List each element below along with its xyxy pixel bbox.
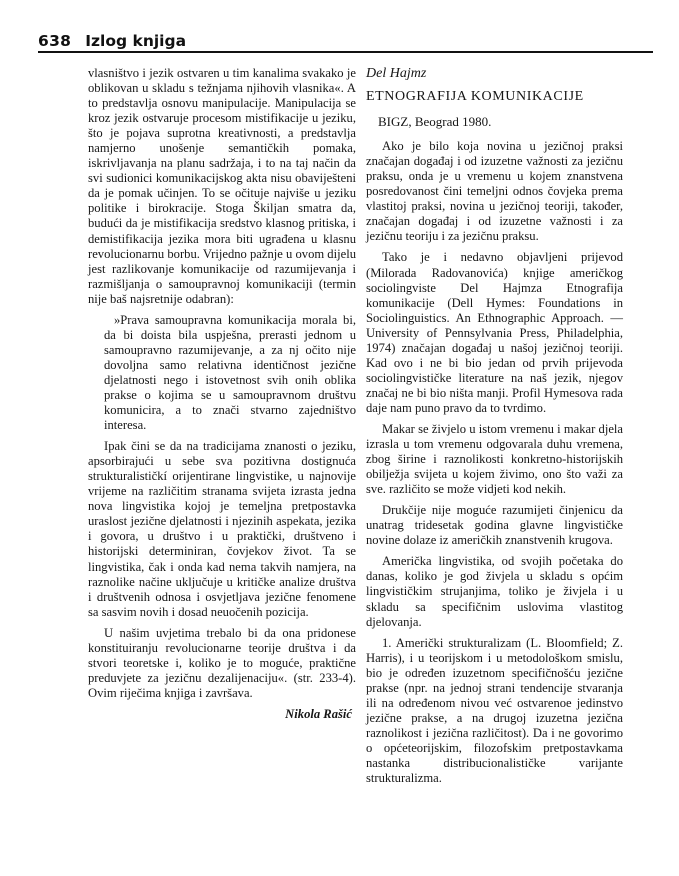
page-header [38, 24, 651, 50]
review-signature: Nikola Rašić [285, 706, 352, 721]
header-rule [38, 51, 653, 53]
left-paragraph: U našim uvjetima trebalo bi da ona pridonese konstituiranju revolucionarne teorije društva i da stvori teoretske i, koliko je to moguće, praktične preduvjete za jezičnu dezalijenaciju«. (str. 233-4). Ovim riječima knjiga i završava. [88, 625, 356, 700]
block-quote: »Prava samoupravna komunikacija morala bi, da bi doista bila uspješna, prerasti jednom u samoupravno razumijevanje, a za nj očito nije dovoljna samo relativna identičnost jezične djelatnosti nego i istovetnost svih onih oblika prakse o kojima se u samoupravnom društvu komunicira, a to znači stvarno zajedništvo interesa. [104, 312, 356, 433]
left-paragraph: vlasništvo i jezik ostvaren u tim kanalima svakako je oblikovan u skladu s težnjama njihovih vlasnika«. A to predstavlja osnovu manipulacije. Manipulacija se kroz jezik ostvaruje procesom mistifikacije u jeziku, što je pojava suprotna kreativnosti, a predstavlja namjerno unošenje semantičkih pomaka, iskrivljavanja na planu sadržaja, i to na taj način da svi sudionici komunikacijskog akta nisu obaviješteni da je pomak učinjen. To se očituje najviše u jeziku politike i birokracije. Stoga Škiljan smatra da, budući da je mistifikacija sredstvo klasnog pritiska, i demistifikacija jezika mora biti ugrađena u klasnu revolucionarnu borbu. Vrijedno pažnje u ovom dijelu jest razlikovanje komunikacije od razumijevanja i razmišljanja o samoupravnoj komunikaciji (termin nije baš najsretnije odabran): [88, 66, 356, 306]
page-number: 638 [38, 32, 72, 50]
right-paragraph: 1. Američki strukturalizam (L. Bloomfield; Z. Harris), i u teorijskom i u metodološkom smislu, bio je određen izuzetnom specifičnošću jezične prakse (npr. na jednoj strani tendencije stvaranja ili na određenom nivou već ostvarenoe jedinstvo jezične prakse, a na drugoj izuzetna jezična raznolikost i jezična različitost). Da i ne govorimo o općeteorijskim, filozofskim pretpostavkama nastanka distribucionalističke varijante strukturalizma. [366, 635, 623, 786]
right-column [366, 66, 623, 792]
book-title: ETNOGRAFIJA KOMUNIKACIJE [366, 89, 584, 105]
left-column [88, 66, 356, 722]
right-paragraph: Tako je i nedavno objavljeni prijevod (Milorada Radovanovića) knjige američkog sociolingviste Del Hajmza Etnografija komunikacije (Dell Hymes: Foundations in Sociolinguistics. An Ethnographic Approach. — University of Pennsylvania Press, Philadelphia, 1974) značajan događaj u našoj jezičnoj teoriji. Kad ovo i ne bi bio jedan od prvih prijevoda sociolingvističke literature na naš jezik, njegov značaj ne bi bio ništa manji. Profil Hymesova rada daje nam puno pravo da to tvrdimo. [366, 250, 623, 415]
book-publisher: BIGZ, Beograd 1980. [378, 114, 492, 130]
right-paragraph: Ako je bilo koja novina u jezičnoj praksi značajan događaj i od izuzetne važnosti za jezičnu praksu, onda je u vremenu u kojem znanstvena posredovanost čini temeljni odnos čovjeka prema vlastitoj praksi, novina u jezičnoj teoriji, također, značajan događaj i od izuzetne važnosti i za jezičnu teoriju i za jezičnu praksu. [366, 139, 623, 244]
right-paragraph: Američka lingvistika, od svojih početaka do danas, koliko je god živjela u skladu s općim lingvističkim strujanjima, toliko je živjela i u skladu sa specifičnim uslovima vlastitog djelovanja. [366, 554, 623, 629]
left-paragraph: Ipak čini se da na tradicijama znanosti o jeziku, apsorbirajući u sebe sva pozitivna dostignuća strukturalističkí orijentirane lingvistike, u najnovije vrijeme na različitim stranama svijeta izrasta jedna nova lingvistika kojoj je temeljna pretpostavka uraslost jezične djelatnosti i njezinih aspekata, jezika i govora, u društvo i u praktički, društveno i historijski determiniran, čovjekov život. Ta se lingvistika, čak i onda kad nema takvih namjera, na raznolike načine uključuje u kritičke analize društva i društvenih odnosa i osvjetljava jezične fenomene sa sasvim novih i dosad neuočenih pozicija. [88, 439, 356, 619]
section-title: Izlog knjiga [85, 32, 187, 50]
book-author: Del Hajmz [366, 66, 427, 81]
right-paragraph: Drukčije nije moguće razumijeti činjenicu da unatrag tridesetak godina glavne lingvističke novine dolaze iz američkih znanstvenih krugova. [366, 503, 623, 548]
right-paragraph: Makar se živjelo u istom vremenu i makar djela izrasla u tom vremenu odgovarala duhu vremena, zbog širine i raznolikosti konkretno-historijskih obilježja svijeta u kojem živimo, ono što važi za sve. različito se može vidjeti kod nekih. [366, 421, 623, 497]
